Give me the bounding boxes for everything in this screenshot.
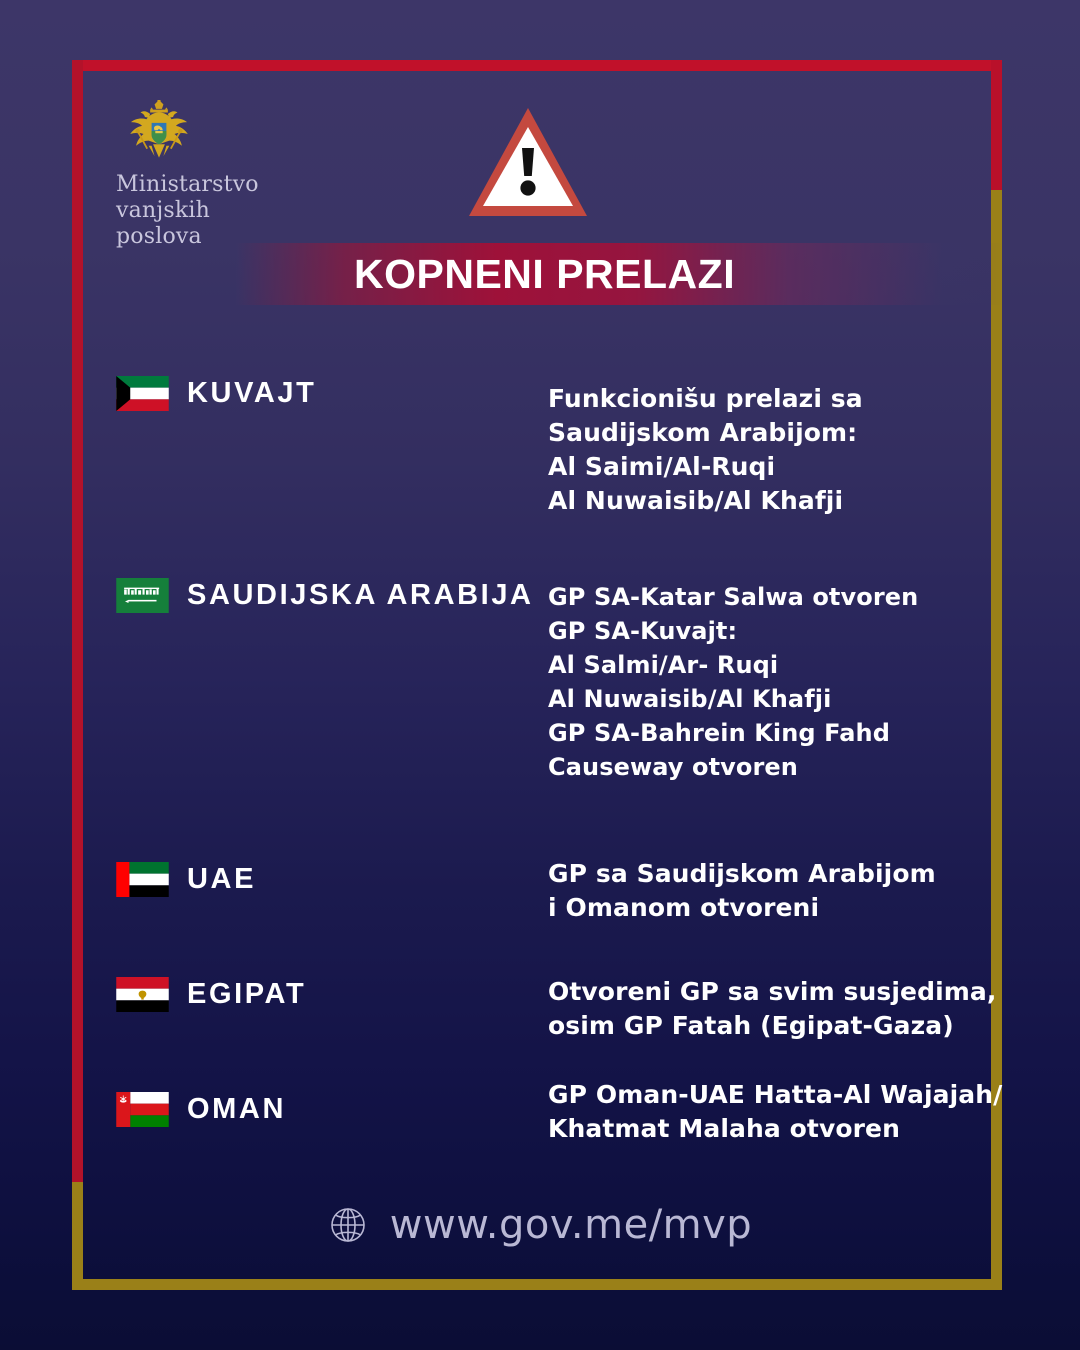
country-desc-saudi bbox=[548, 580, 1018, 784]
desc-line: Khatmat Malaha otvoren bbox=[548, 1114, 901, 1143]
country-label-kuvajt bbox=[116, 376, 316, 411]
desc-line: Funkcionišu prelazi sa bbox=[548, 384, 863, 413]
desc-line: Al Nuwaisib/Al Khafji bbox=[548, 685, 832, 713]
country-label-saudi bbox=[116, 578, 534, 613]
oman-flag-icon bbox=[116, 1092, 169, 1127]
ministry-logo-block bbox=[116, 100, 316, 250]
ministry-name-line2: vanjskih bbox=[116, 198, 210, 223]
montenegro-coat-of-arms-icon bbox=[122, 100, 196, 162]
country-label-uae bbox=[116, 862, 256, 897]
country-label-oman bbox=[116, 1092, 286, 1127]
country-name-saudi: SAUDIJSKA ARABIJA bbox=[187, 579, 534, 611]
frame-top-red-border bbox=[72, 60, 1002, 71]
egypt-flag-icon bbox=[116, 977, 169, 1012]
country-name-oman: OMAN bbox=[187, 1093, 287, 1125]
desc-line: GP SA-Kuvajt: bbox=[548, 617, 738, 645]
country-desc-kuvajt bbox=[548, 382, 1018, 518]
desc-line: GP Oman-UAE Hatta-Al Wajajah/ bbox=[548, 1080, 1003, 1109]
ministry-name-line3: poslova bbox=[116, 224, 202, 249]
frame-bottom-gold-border bbox=[72, 1279, 1002, 1290]
country-name-egipat: EGIPAT bbox=[187, 978, 307, 1010]
country-name-uae: UAE bbox=[187, 863, 257, 895]
desc-line: Saudijskom Arabijom: bbox=[548, 418, 858, 447]
desc-line: Otvoreni GP sa svim susjedima, bbox=[548, 977, 997, 1006]
desc-line: Al Nuwaisib/Al Khafji bbox=[548, 486, 844, 515]
desc-line: osim GP Fatah (Egipat-Gaza) bbox=[548, 1011, 954, 1040]
country-label-egipat bbox=[116, 977, 306, 1012]
country-desc-oman bbox=[548, 1078, 1018, 1146]
ministry-name bbox=[116, 172, 316, 250]
frame-left-red-border bbox=[72, 60, 83, 1182]
country-desc-uae bbox=[548, 857, 1018, 925]
desc-line: Al Salmi/Ar- Ruqi bbox=[548, 651, 779, 679]
warning-triangle-icon bbox=[466, 104, 590, 220]
globe-icon bbox=[328, 1205, 368, 1245]
desc-line: GP SA-Bahrein King Fahd bbox=[548, 719, 891, 747]
desc-line: i Omanom otvoreni bbox=[548, 893, 820, 922]
frame-right-red-border bbox=[991, 60, 1002, 190]
saudi-arabia-flag-icon bbox=[116, 578, 169, 613]
kuwait-flag-icon bbox=[116, 376, 169, 411]
footer bbox=[0, 1202, 1080, 1248]
desc-line: GP SA-Katar Salwa otvoren bbox=[548, 583, 919, 611]
desc-line: Causeway otvoren bbox=[548, 753, 798, 781]
title-banner bbox=[236, 243, 1004, 305]
desc-line: Al Saimi/Al-Ruqi bbox=[548, 452, 776, 481]
country-desc-egipat bbox=[548, 975, 1018, 1043]
desc-line: GP sa Saudijskom Arabijom bbox=[548, 859, 936, 888]
page-title: KOPNENI PRELAZI bbox=[354, 250, 736, 297]
ministry-name-line1: Ministarstvo bbox=[116, 172, 259, 197]
footer-url[interactable]: www.gov.me/mvp bbox=[389, 1202, 753, 1248]
uae-flag-icon bbox=[116, 862, 169, 897]
country-name-kuvajt: KUVAJT bbox=[187, 377, 317, 409]
